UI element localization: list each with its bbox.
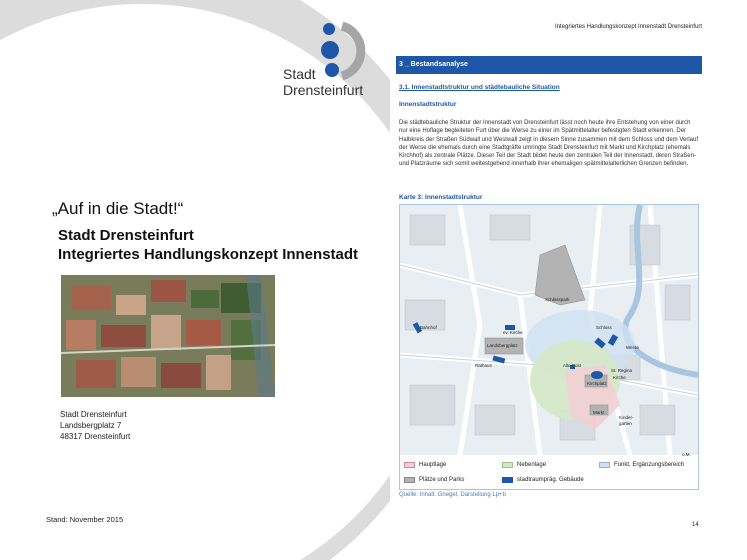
legend-hauptlage — [404, 462, 446, 468]
map-label-ev-kirche: ev. Kirche — [503, 330, 523, 335]
legend-nebenlage — [502, 462, 546, 468]
running-header: Integriertes Handlungskonzept Innenstadt Drensteinfurt — [555, 24, 703, 30]
legend-label-hauptlage: Hauptlage — [419, 462, 447, 468]
map-drawing — [400, 205, 698, 455]
map-label-kinder: Kinder- — [619, 415, 634, 420]
sub-heading: 3.1. Innenstadtstruktur und städtebauliche Situation — [399, 84, 560, 91]
legend-label-gebaeude: stadtraumpräg. Gebäude — [517, 477, 584, 483]
cover-address — [60, 409, 130, 442]
address-line2: Landsbergplatz 7 — [60, 421, 122, 430]
map-label-kirchplatz: Kirchplatz — [587, 381, 607, 386]
cover-title-line1: Stadt Drensteinfurt — [58, 227, 194, 244]
map-label-north: o.M. — [682, 452, 691, 457]
map-caption: Karte 3: Innenstadtstruktur — [399, 194, 483, 201]
address-line3: 48317 Drensteinfurt — [60, 432, 131, 441]
legend-funkt — [599, 462, 684, 468]
legend-label-funkt: Funkt. Ergänzungsbereich — [614, 462, 685, 468]
logo-wordmark — [283, 66, 363, 98]
city-map — [399, 204, 699, 490]
legend-swatch-gebaeude — [502, 477, 513, 483]
aerial-photo — [61, 275, 275, 397]
cover-title-line2: Integriertes Handlungskonzept Innenstadt — [58, 246, 359, 263]
map-label-bahnhof: Bahnhof — [420, 325, 437, 330]
legend-plaetze — [404, 477, 464, 483]
map-label-alte-post: Alte Post — [563, 363, 582, 368]
map-legend — [400, 457, 698, 489]
legend-gebaeude — [502, 477, 584, 483]
map-label-rathaus: Rathaus — [475, 363, 492, 368]
legend-label-nebenlage: Nebenlage — [517, 462, 547, 468]
section-bar: 3 _ Bestandsanalyse — [396, 56, 702, 74]
map-label-st-regina: St. Regina — [611, 368, 633, 373]
address-line1: Stadt Drensteinfurt — [60, 410, 127, 419]
map-label-garten: garten — [619, 421, 632, 426]
legend-swatch-funkt — [599, 462, 610, 468]
subsub-heading: Innenstadtstruktur — [399, 101, 457, 108]
cover-slogan: „Auf in die Stadt!“ — [52, 199, 184, 218]
map-label-schloss: Schloss — [596, 325, 612, 330]
legend-swatch-nebenlage — [502, 462, 513, 468]
map-source: Quelle: Inhalt: Gnegel, Darstellung Lp+b — [399, 492, 506, 498]
map-label-schlosspark: Schlosspark — [545, 297, 570, 302]
map-label-landsbergplatz: Landsbergplatz — [487, 343, 518, 348]
cover-title — [58, 226, 358, 264]
map-label-werse: Werse — [626, 345, 639, 350]
body-paragraph: Die städtebauliche Struktur der Innenstadt von Drensteinfurt lässt noch heute ihre Entstehung von einer durch nur eine Hoflage begleiteten Furt über die Werse zu einer im Spätmittelalter befestigten Stadt erkennen. Der Halbkreis der Straßen Südwall und Westwall zeigt in diesem Sinne zusammen mit dem Schloss und dem Verlauf der Werse die ehemals durch eine Stadtgräfte umringte Stadt Drensteinfurt mit Markt und Kirchplatz (ehemals Kirchhof) als zentrale Plätze. Dieser Teil der Stadt bildet heute den zentralen Teil der Innenstadt, deren Straßen- und Platzräume sich somit weitestgehend innerhalb ihrer ehemaligen spätmittelalterlichen Grenzen befinden. — [399, 120, 699, 168]
logo-text-line1: Stadt — [283, 66, 316, 82]
page-number: 14 — [692, 522, 699, 528]
map-label-kirche: Kirche — [613, 375, 626, 380]
logo-text-line2: Drensteinfurt — [283, 82, 364, 98]
legend-swatch-hauptlage — [404, 462, 415, 468]
legend-swatch-plaetze — [404, 477, 415, 483]
legend-label-plaetze: Plätze und Parks — [419, 477, 465, 483]
cover-stand-date: Stand: November 2015 — [46, 515, 124, 524]
map-label-markt: Markt — [593, 410, 605, 415]
